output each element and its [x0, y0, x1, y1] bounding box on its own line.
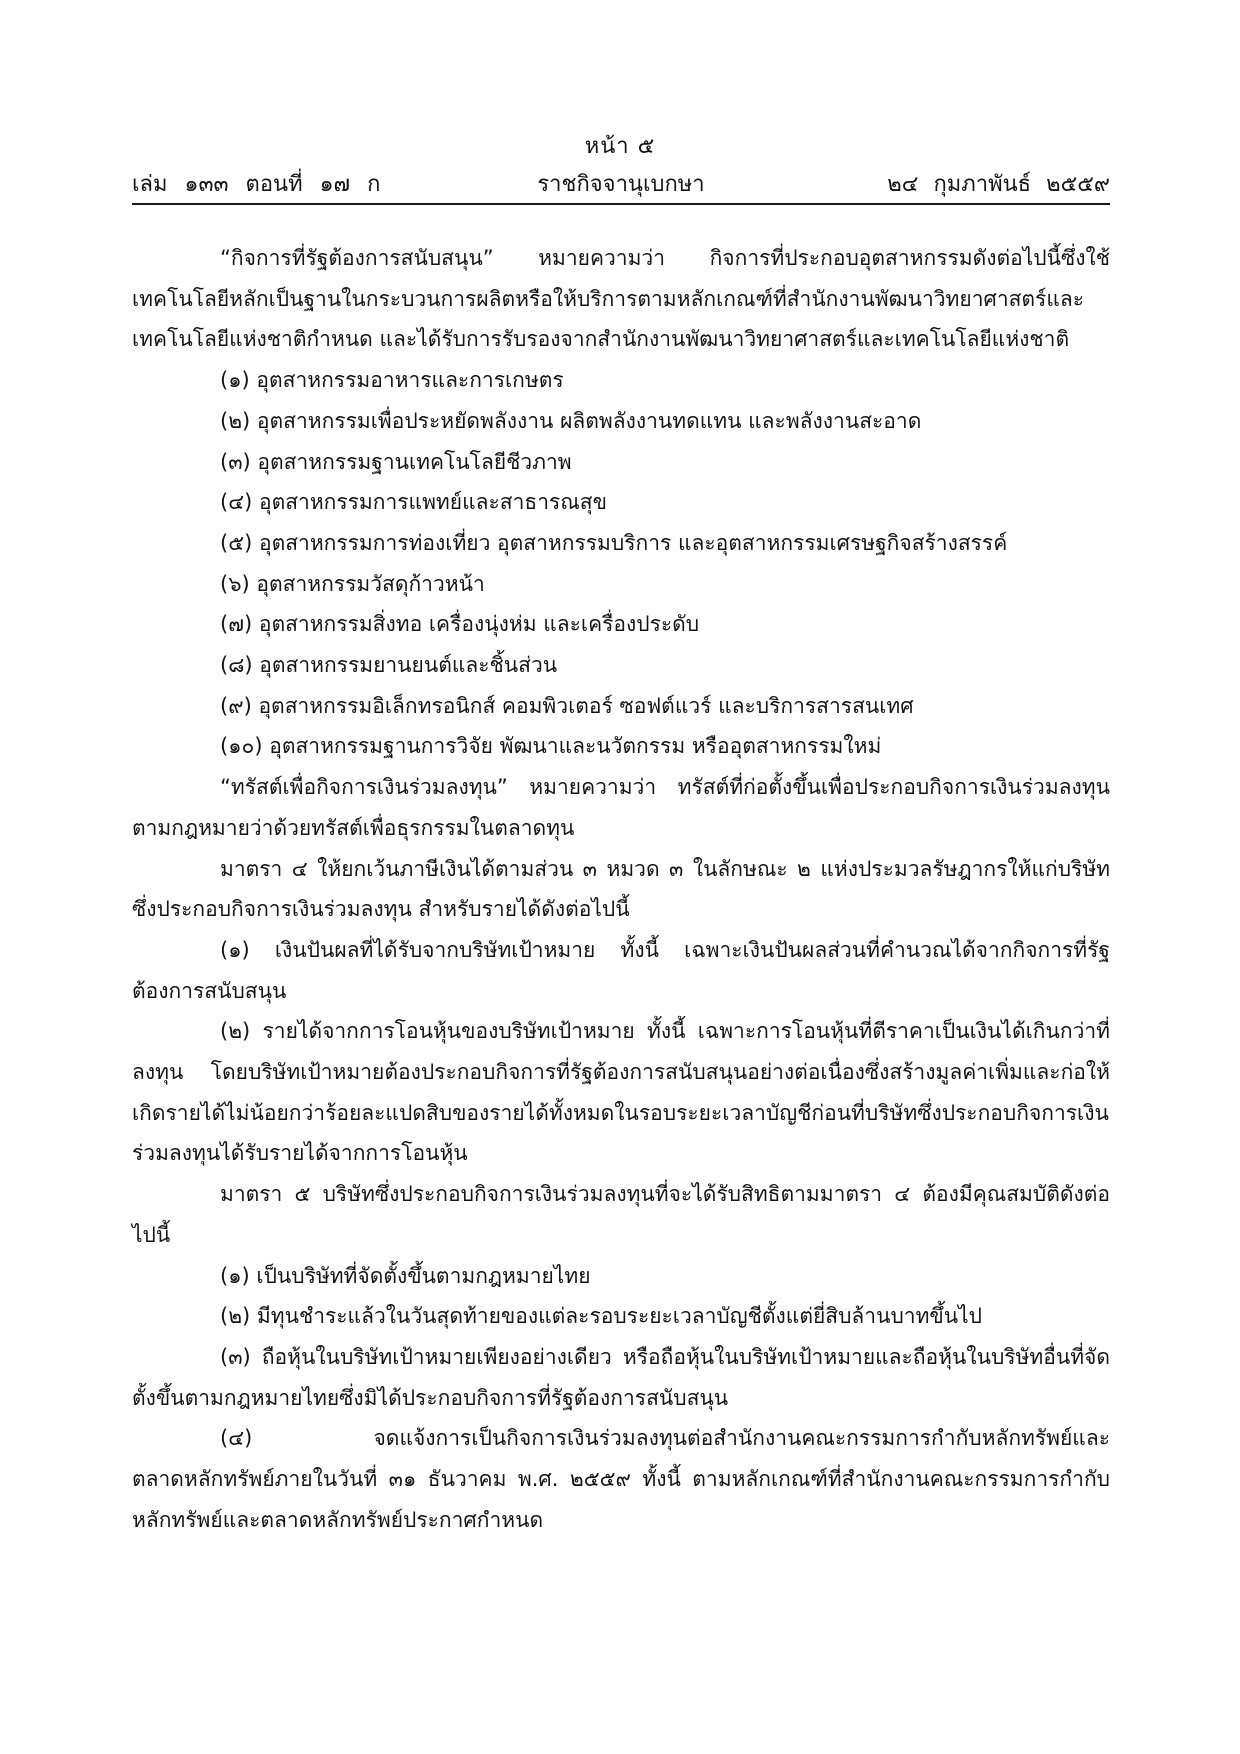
industry-item-2: (๒) อุตสาหกรรมเพื่อประหยัดพลังงาน ผลิตพลังงานทดแทน และพลังงานสะอาด — [220, 408, 922, 433]
section-4-intro: มาตรา ๔ ให้ยกเว้นภาษีเงินได้ตามส่วน ๓ หมวด ๓ ในลักษณะ ๒ แห่งประมวลรัษฎากรให้แก่บริษัทซึ่งประกอบกิจการเงินร่วมลงทุน สำหรับรายได้ดังต่อไปนี้ — [132, 856, 1110, 922]
definition-supported-business: “กิจการที่รัฐต้องการสนับสนุน” หมายความว่า กิจการที่ประกอบอุตสาหกรรมดังต่อไปนี้ซึ่งใช้เทคโนโลยีหลักเป็นฐานในกระบวนการผลิตหรือให้บริการตามหลักเกณฑ์ที่สำนักงานพัฒนาวิทยาศาสตร์และเทคโนโลยีแห่งชาติกำหนด และได้รับการรับรองจากสำนักงานพัฒนาวิทยาศาสตร์และเทคโนโลยีแห่งชาติ — [132, 246, 1110, 352]
industry-item-1: (๑) อุตสาหกรรมอาหารและการเกษตร — [220, 368, 564, 393]
section-5-item-2: (๒) มีทุนชำระแล้วในวันสุดท้ายของแต่ละรอบระยะเวลาบัญชีตั้งแต่ยี่สิบล้านบาทขึ้นไป — [220, 1304, 983, 1329]
industry-item-4: (๔) อุตสาหกรรมการแพทย์และสาธารณสุข — [220, 490, 607, 515]
page-number: หน้า ๕ — [584, 134, 656, 159]
gazette-title: ราชกิจจานุเบกษา — [537, 172, 705, 197]
industry-item-10: (๑๐) อุตสาหกรรมฐานการวิจัย พัฒนาและนวัตกรรม หรืออุตสาหกรรมใหม่ — [220, 734, 882, 759]
section-5-item-1: (๑) เป็นบริษัทที่จัดตั้งขึ้นตามกฎหมายไทย — [220, 1263, 591, 1288]
gazette-header — [132, 166, 1110, 200]
industry-item-5: (๕) อุตสาหกรรมการท่องเที่ยว อุตสาหกรรมบริการ และอุตสาหกรรมเศรษฐกิจสร้างสรรค์ — [220, 530, 1008, 555]
header-divider — [132, 203, 1110, 205]
section-4-item-1: (๑) เงินปันผลที่ได้รับจากบริษัทเป้าหมาย ทั้งนี้ เฉพาะเงินปันผลส่วนที่คำนวณได้จากกิจการที่รัฐต้องการสนับสนุน — [132, 937, 1110, 1003]
publication-date: ๒๔ กุมภาพันธ์ ๒๕๕๙ — [887, 172, 1110, 197]
section-5-item-4: (๔) จดแจ้งการเป็นกิจการเงินร่วมลงทุนต่อสำนักงานคณะกรรมการกำกับหลักทรัพย์และตลาดหลักทรัพย์ภายในวันที่ ๓๑ ธันวาคม พ.ศ. ๒๕๕๙ ทั้งนี้ ตามหลักเกณฑ์ที่สำนักงานคณะกรรมการกำกับหลักทรัพย์และตลาดหลักทรัพย์ประกาศกำหนด — [132, 1426, 1110, 1532]
section-5-intro: มาตรา ๕ บริษัทซึ่งประกอบกิจการเงินร่วมลงทุนที่จะได้รับสิทธิตามมาตรา ๔ ต้องมีคุณสมบัติดังต่อไปนี้ — [132, 1182, 1110, 1247]
industry-item-6: (๖) อุตสาหกรรมวัสดุก้าวหน้า — [220, 571, 485, 596]
industry-item-8: (๘) อุตสาหกรรมยานยนต์และชิ้นส่วน — [220, 653, 558, 678]
section-4-item-2: (๒) รายได้จากการโอนหุ้นของบริษัทเป้าหมาย ทั้งนี้ เฉพาะการโอนหุ้นที่ตีราคาเป็นเงินได้เกินกว่าที่ลงทุน โดยบริษัทเป้าหมายต้องประกอบกิจการที่รัฐต้องการสนับสนุนอย่างต่อเนื่องซึ่งสร้างมูลค่าเพิ่มและก่อให้เกิดรายได้ไม่น้อยกว่าร้อยละแปดสิบของรายได้ทั้งหมดในรอบระยะเวลาบัญชีก่อนที่บริษัทซึ่งประกอบกิจการเงินร่วมลงทุนได้รับรายได้จากการโอนหุ้น — [132, 1019, 1110, 1166]
industry-item-9: (๙) อุตสาหกรรมอิเล็กทรอนิกส์ คอมพิวเตอร์ ซอฟต์แวร์ และบริการสารสนเทศ — [220, 693, 914, 718]
industry-item-3: (๓) อุตสาหกรรมฐานเทคโนโลยีชีวภาพ — [220, 449, 572, 474]
volume-issue: เล่ม ๑๓๓ ตอนที่ ๑๗ ก — [132, 172, 381, 197]
section-5-item-3: (๓) ถือหุ้นในบริษัทเป้าหมายเพียงอย่างเดียว หรือถือหุ้นในบริษัทเป้าหมายและถือหุ้นในบริษัทอื่นที่จัดตั้งขึ้นตามกฎหมายไทยซึ่งมิได้ประกอบกิจการที่รัฐต้องการสนับสนุน — [132, 1344, 1110, 1410]
industry-item-7: (๗) อุตสาหกรรมสิ่งทอ เครื่องนุ่งห่ม และเครื่องประดับ — [220, 612, 700, 637]
definition-venture-trust: “ทรัสต์เพื่อกิจการเงินร่วมลงทุน” หมายความว่า ทรัสต์ที่ก่อตั้งขึ้นเพื่อประกอบกิจการเงินร่วมลงทุนตามกฎหมายว่าด้วยทรัสต์เพื่อธุรกรรมในตลาดทุน — [132, 775, 1110, 840]
document-body — [132, 238, 1110, 1541]
